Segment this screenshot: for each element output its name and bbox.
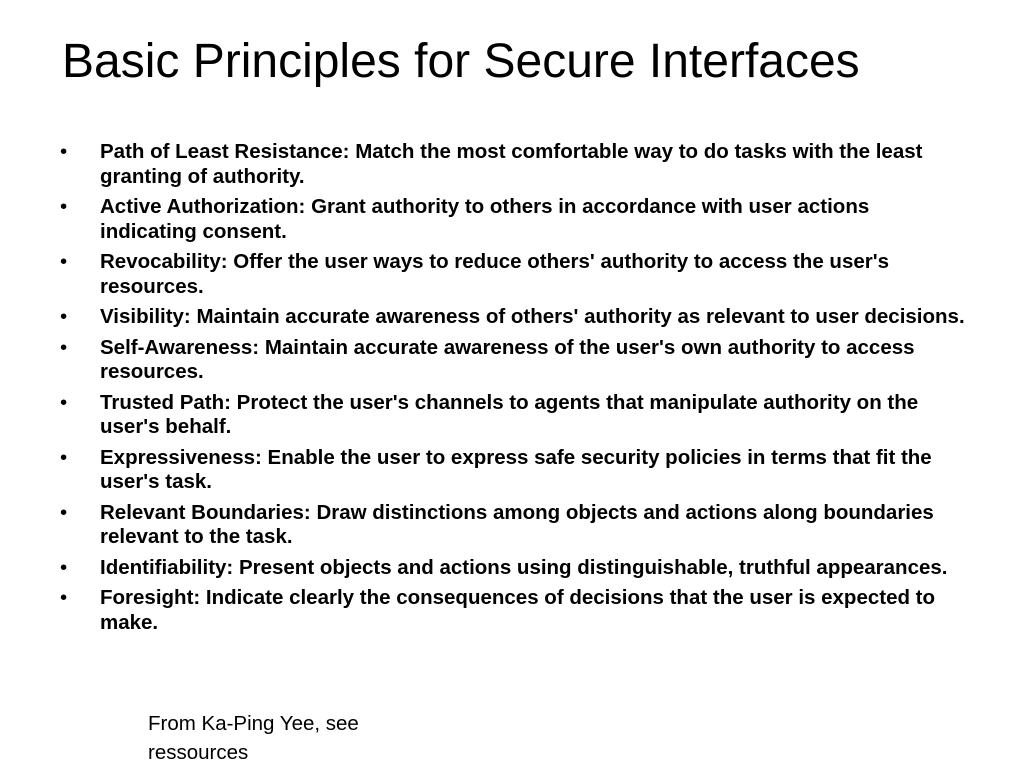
principle-item-self-awareness [60,336,965,385]
source-credit [148,709,448,767]
principle-item-active-authorization [60,195,965,244]
principle-text: Trusted Path: Protect the user's channels to agents that manipulate authority on the user's behalf. [100,390,919,438]
principle-item-visibility [60,305,965,330]
bullet-icon: • [60,140,68,163]
slide-title: Basic Principles for Secure Interfaces [62,35,860,88]
bullet-icon: • [60,555,68,579]
principle-item-foresight [60,586,965,635]
principle-text: Self-Awareness: Maintain accurate awareness of the user's own authority to access resources. [100,335,915,383]
principle-text: Active Authorization: Grant authority to others in accordance with user actions indicating consent. [100,195,870,243]
principle-item-expressiveness [60,446,965,495]
principle-text: Foresight: Indicate clearly the consequences of decisions that the user is expected to make. [100,586,936,634]
credit-line-2: ressources [148,741,249,764]
principle-text: Revocability: Offer the user ways to reduce others' authority to access the user's resources. [100,250,889,298]
bullet-icon: • [60,195,68,218]
principle-item-revocability [60,250,965,299]
principles-list [60,140,965,641]
principle-item-trusted-path [60,391,965,440]
bullet-icon: • [60,500,68,524]
principle-item-path-of-least-resistance [60,140,965,189]
principle-item-relevant-boundaries [60,501,965,550]
bullet-icon: • [60,445,68,469]
principle-item-identifiability [60,556,965,581]
bullet-icon: • [60,305,68,328]
bullet-icon: • [60,390,68,414]
bullet-icon: • [60,335,68,359]
credit-line-1: From Ka-Ping Yee, see [148,712,359,735]
principle-text: Identifiability: Present objects and actions using distinguishable, truthful appearances. [100,555,948,579]
bullet-icon: • [60,586,68,609]
principle-text: Relevant Boundaries: Draw distinctions among objects and actions along boundaries relevant to the task. [100,500,934,548]
principle-text: Expressiveness: Enable the user to express safe security policies in terms that fit the user's task. [100,445,932,493]
bullet-icon: • [60,250,68,273]
principle-text: Visibility: Maintain accurate awareness of others' authority as relevant to user decisions. [100,305,965,328]
principle-text: Path of Least Resistance: Match the most comfortable way to do tasks with the least granting of authority. [100,140,923,188]
